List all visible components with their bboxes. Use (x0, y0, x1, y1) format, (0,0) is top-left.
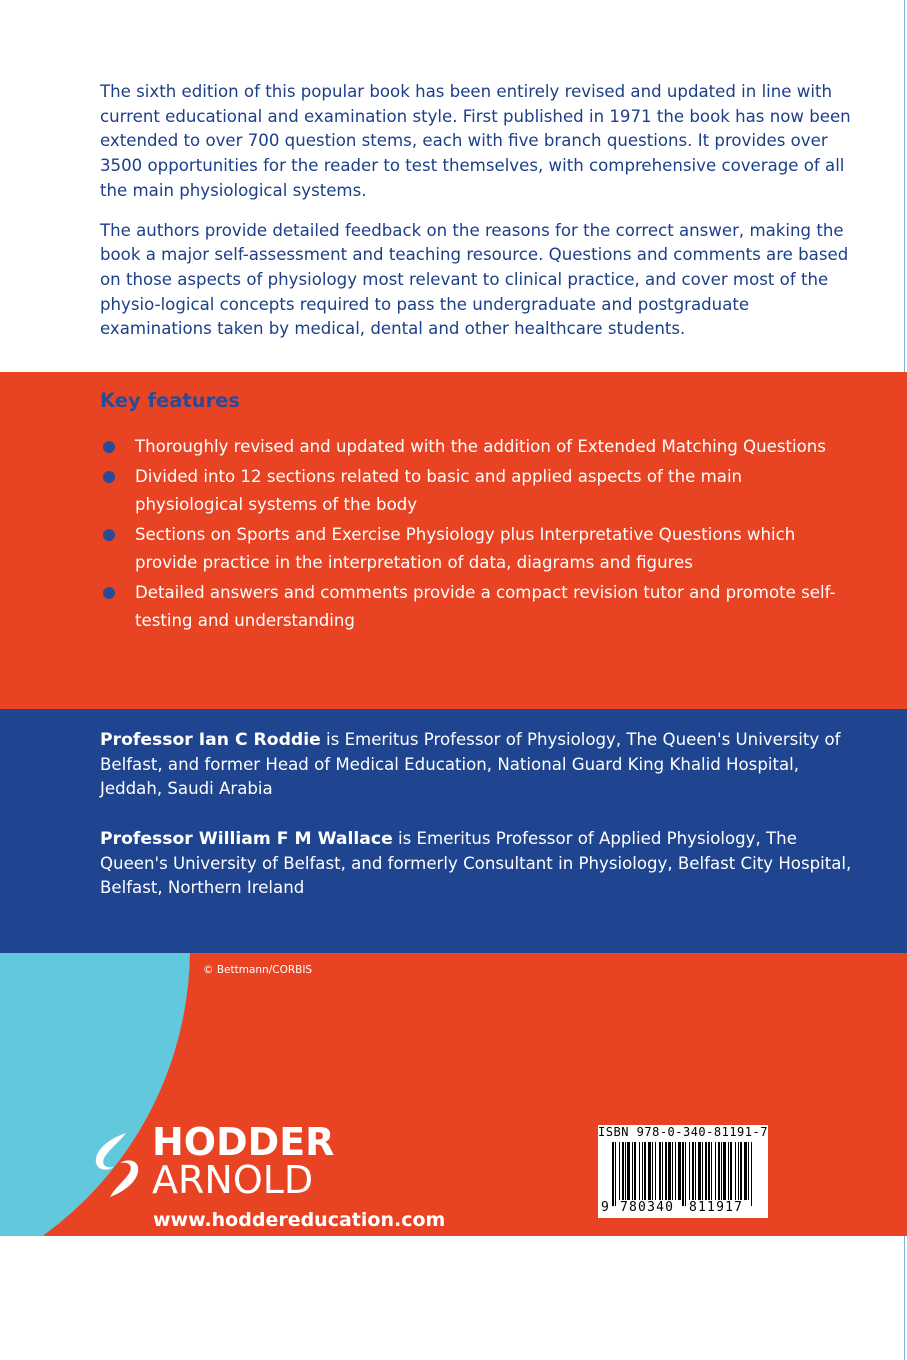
feature-text: Sections on Sports and Exercise Physiology plus Interpretative Questions which provide practice in the interpretation of data, diagrams and figures (135, 524, 796, 572)
barcode-bar (622, 1142, 624, 1200)
barcode-digits (598, 1200, 768, 1216)
barcode-bar (751, 1142, 752, 1206)
publisher-url[interactable]: www.hoddereducation.com (153, 1209, 446, 1231)
barcode-bar (718, 1142, 720, 1200)
barcode-bar (715, 1142, 716, 1200)
barcode-bar (698, 1142, 701, 1200)
barcode-bar (708, 1142, 710, 1200)
barcode-bar (678, 1142, 681, 1200)
key-features-heading: Key features (100, 389, 241, 412)
isbn-barcode (598, 1125, 768, 1218)
footer-blank (0, 1236, 907, 1360)
intro-paragraph-1: The sixth edition of this popular book has been entirely revised and updated in line with current educational and examination style. First published in 1971 the book has now been extended to over 700 question stems, each with five branch questions. It provides over 3500 opportunities for the reader to test themselves, with comprehensive coverage of all the main physiological systems. (100, 82, 851, 200)
bullet-icon (103, 471, 115, 483)
publisher-name-line2: ARNOLD (152, 1158, 314, 1202)
barcode-bar (659, 1142, 661, 1200)
barcode-bar (711, 1142, 712, 1200)
barcode-bar (662, 1142, 663, 1200)
barcode-bar (675, 1142, 676, 1200)
author-name: Professor William F M Wallace (100, 829, 393, 849)
barcode-bar (695, 1142, 696, 1200)
barcode-bar (665, 1142, 667, 1200)
author-name: Professor Ian C Roddie (100, 730, 321, 750)
barcode-digits-right: 811917 (689, 1200, 744, 1215)
barcode-digits-left: 780340 (620, 1200, 675, 1215)
barcode-bar (648, 1142, 651, 1200)
bullet-icon (103, 441, 115, 453)
barcode-bar (735, 1142, 736, 1200)
barcode-bars (612, 1142, 754, 1206)
barcode-bar (625, 1142, 626, 1200)
isbn-label: ISBN 978-0-340-81191-7 (598, 1125, 768, 1139)
author-bio-2 (100, 827, 860, 901)
barcode-bar (655, 1142, 656, 1200)
barcode-bar (721, 1142, 722, 1200)
author-bio-1 (100, 728, 860, 802)
author-description: is Emeritus Professor of Applied Physiology, The Queen's University of Belfast, and formerly Consultant in Physiology, Belfast City Hospital, Belfast, Northern Ireland (100, 829, 852, 898)
intro-section (100, 80, 860, 342)
barcode-bar (652, 1142, 653, 1200)
feature-item (100, 463, 840, 520)
publisher-panel (0, 953, 907, 1236)
bullet-icon (103, 529, 115, 541)
barcode-bar (632, 1142, 633, 1200)
feature-text: Divided into 12 sections related to basic and applied aspects of the main physiological systems of the body (135, 466, 743, 514)
feature-text: Thoroughly revised and updated with the addition of Extended Matching Questions (135, 437, 826, 456)
barcode-bar (705, 1142, 707, 1200)
barcode-digit-first: 9 (601, 1200, 609, 1215)
feature-text: Detailed answers and comments provide a compact revision tutor and promote self-testing and understanding (135, 582, 836, 630)
edge-line (904, 0, 905, 372)
barcode-bar (639, 1142, 640, 1200)
barcode-bar (748, 1142, 749, 1200)
barcode-bar (619, 1142, 620, 1200)
key-features-panel (0, 372, 907, 709)
barcode-bar (702, 1142, 703, 1200)
edge-line (904, 1236, 905, 1360)
barcode-bar (634, 1142, 636, 1200)
barcode-bar (672, 1142, 673, 1200)
barcode-bar (627, 1142, 630, 1200)
publisher-name-line1: HODDER (152, 1120, 335, 1164)
feature-item (100, 521, 840, 578)
key-features-list (100, 433, 840, 637)
barcode-bar (689, 1142, 690, 1200)
photo-credit: © Bettmann/CORBIS (203, 964, 313, 976)
barcode-bar (642, 1142, 643, 1200)
barcode-bar (682, 1142, 684, 1206)
barcode-bar (728, 1142, 729, 1200)
barcode-bar (740, 1142, 742, 1200)
intro-paragraph-2: The authors provide detailed feedback on the reasons for the correct answer, making the book a major self-assessment and teaching resource. Questions and comments are based on those aspects of physiology most relevant to clinical practice, and cover most of the physio-logical concepts required to pass the undergraduate and postgraduate examinations taken by medical, dental and other healthcare students. (100, 220, 849, 339)
author-description: is Emeritus Professor of Physiology, The Queen's University of Belfast, and former Head of Medical Education, National Guard King Khalid Hospital, Jeddah, Saudi Arabia (100, 730, 841, 799)
barcode-bar (692, 1142, 694, 1200)
barcode-bar (730, 1142, 732, 1200)
barcode-bar (615, 1142, 616, 1206)
barcode-bar (644, 1142, 646, 1200)
barcode-bar (668, 1142, 671, 1200)
bullet-icon (103, 587, 115, 599)
barcode-bar (738, 1142, 739, 1200)
feature-item (100, 433, 840, 462)
barcode-bar (612, 1142, 614, 1206)
hodder-arnold-swirl-icon (86, 1129, 146, 1201)
barcode-bar (723, 1142, 726, 1200)
barcode-bar (685, 1142, 686, 1206)
feature-item (100, 579, 840, 636)
authors-panel (0, 709, 907, 953)
barcode-bar (744, 1142, 747, 1200)
